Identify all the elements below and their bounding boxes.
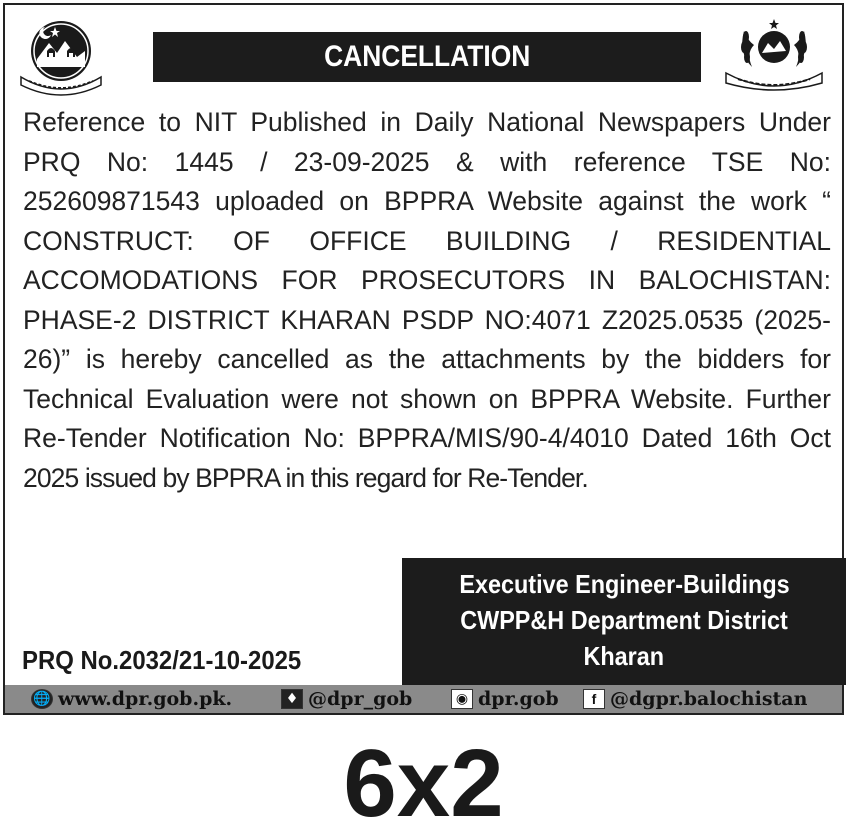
footer-website: 🌐 www.dpr.gob.pk. (31, 688, 232, 710)
cancellation-title: CANCELLATION (323, 40, 531, 73)
facebook-icon: f (583, 689, 605, 709)
body-line: Technical Evaluation were not shown on BPPRA Website. Further (23, 383, 831, 414)
footer-bar (5, 685, 842, 713)
body-line: Reference to NIT Published in Daily National Newspapers Under (23, 107, 831, 137)
body-line: 26)” is hereby cancelled as the attachments by the bidders for (23, 344, 831, 374)
body-line: CONSTRUCT: OF OFFICE BUILDING / RESIDENTIAL (23, 225, 831, 256)
signature-designation: Executive Engineer-Buildings (458, 569, 790, 599)
balochistan-government-logo (15, 15, 107, 97)
dgpr-balochistan-logo (722, 17, 826, 91)
footer-twitter: ♦ @dpr_gob (281, 688, 412, 710)
notice-body (23, 103, 831, 498)
body-line: 2025 issued by BPPRA in this regard for Re-Tender. (23, 462, 588, 493)
body-line: PHASE-2 DISTRICT KHARAN PSDP NO:4071 Z2025.0535 (2025- (23, 304, 831, 335)
body-line: Re-Tender Notification No: BPPRA/MIS/90-4/4010 Dated 16th Oct (23, 423, 831, 453)
body-line: ACCOMODATIONS FOR PROSECUTORS IN BALOCHISTAN: (23, 265, 831, 295)
body-line: 252609871543 uploaded on BPPRA Website against the work “ (23, 186, 831, 216)
footer-instagram: ◉ dpr.gob (451, 688, 559, 710)
body-line: PRQ No: 1445 / 23-09-2025 & with reference TSE No: (23, 146, 831, 177)
twitter-icon: ♦ (281, 689, 303, 709)
globe-icon: 🌐 (31, 689, 53, 709)
notice-frame (3, 3, 844, 715)
signature-department: CWPP&H Department District (460, 605, 788, 635)
footer-facebook: f @dgpr.balochistan (583, 688, 807, 710)
cancellation-title-bar (153, 32, 701, 82)
signature-district: Kharan (583, 641, 665, 671)
ad-size-label: 6x2 (343, 730, 504, 832)
prq-number: PRQ No.2032/21-10-2025 (22, 645, 302, 675)
instagram-icon: ◉ (451, 689, 473, 709)
signature-block (402, 558, 846, 685)
